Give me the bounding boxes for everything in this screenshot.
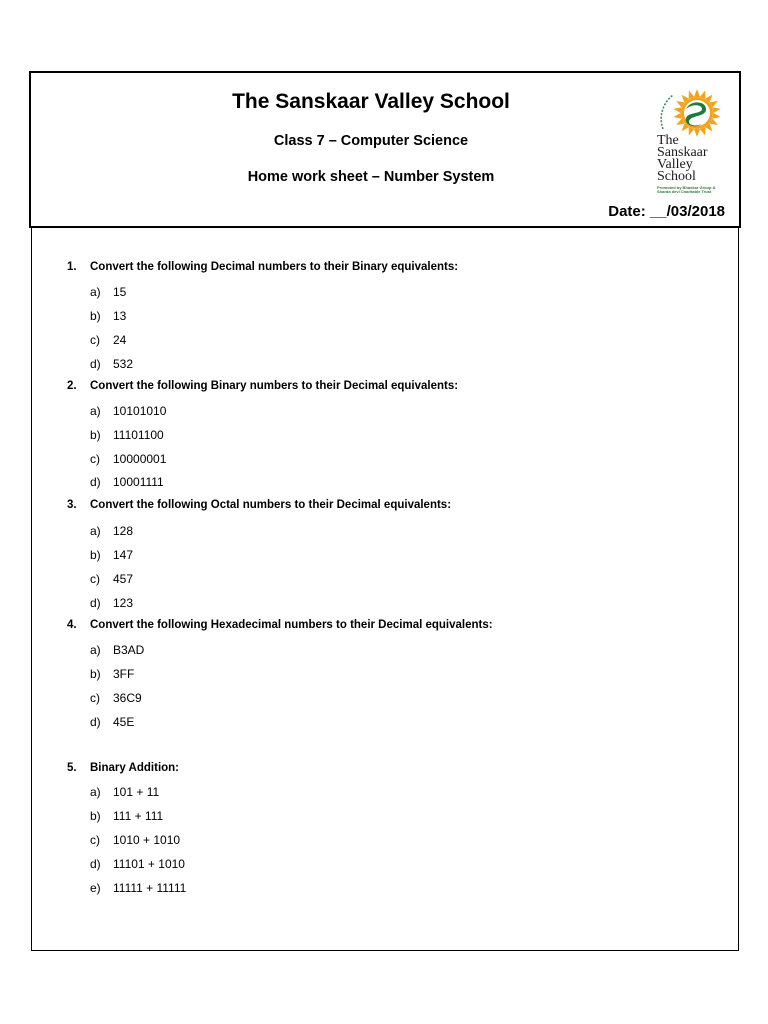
question-text: Binary Addition: xyxy=(90,762,180,774)
option-letter: d) xyxy=(90,357,101,371)
option-value: 111 + 111 xyxy=(113,809,164,823)
option-letter: d) xyxy=(90,475,101,489)
option-letter: b) xyxy=(90,809,101,823)
option-value: 11101 + 1010 xyxy=(113,857,185,871)
question-number: 4. xyxy=(67,619,77,631)
logo-wordmark: The Sanskaar Valley School xyxy=(657,133,708,184)
option-value: 101 + 11 xyxy=(113,785,160,799)
option-letter: d) xyxy=(90,596,101,610)
option-value: 45E xyxy=(113,715,135,729)
option-value: 11111 + 11111 xyxy=(113,881,187,895)
option-value: 1010 + 1010 xyxy=(113,833,181,847)
option-value: 128 xyxy=(113,524,134,538)
option-letter: b) xyxy=(90,548,101,562)
option-value: 532 xyxy=(113,357,134,371)
question-number: 5. xyxy=(67,762,77,774)
option-value: 147 xyxy=(113,548,134,562)
option-value: B3AD xyxy=(113,643,145,657)
option-value: 10101010 xyxy=(113,404,167,418)
question-number: 1. xyxy=(67,261,77,273)
option-value: 13 xyxy=(113,309,127,323)
option-letter: b) xyxy=(90,309,101,323)
option-value: 15 xyxy=(113,285,127,299)
option-letter: a) xyxy=(90,643,101,657)
option-value: 10000001 xyxy=(113,452,167,466)
option-letter: a) xyxy=(90,285,101,299)
option-letter: b) xyxy=(90,428,101,442)
question-text: Convert the following Hexadecimal numbers to their Decimal equivalents: xyxy=(90,619,493,631)
question-text: Convert the following Decimal numbers to their Binary equivalents: xyxy=(90,261,459,273)
option-value: 3FF xyxy=(113,667,135,681)
sheet-title: Home work sheet – Number System xyxy=(247,169,495,185)
class-title: Class 7 – Computer Science xyxy=(273,133,469,149)
option-letter: c) xyxy=(90,691,100,705)
question-number: 2. xyxy=(67,380,77,392)
question-number: 3. xyxy=(67,499,77,511)
option-letter: d) xyxy=(90,715,101,729)
option-letter: c) xyxy=(90,572,100,586)
option-value: 10001111 xyxy=(113,475,164,489)
option-letter: c) xyxy=(90,333,100,347)
option-value: 11101100 xyxy=(113,428,164,442)
option-value: 457 xyxy=(113,572,134,586)
option-letter: c) xyxy=(90,452,100,466)
option-letter: d) xyxy=(90,857,101,871)
option-letter: a) xyxy=(90,404,101,418)
option-letter: a) xyxy=(90,785,101,799)
date-field: Date: __/03/2018 xyxy=(608,203,725,220)
option-value: 123 xyxy=(113,596,134,610)
question-text: Convert the following Octal numbers to their Decimal equivalents: xyxy=(90,499,452,511)
option-letter: a) xyxy=(90,524,101,538)
question-text: Convert the following Binary numbers to their Decimal equivalents: xyxy=(90,380,459,392)
option-letter: e) xyxy=(90,881,101,895)
option-value: 36C9 xyxy=(113,691,142,705)
school-name: The Sanskaar Valley School xyxy=(232,90,510,113)
option-letter: b) xyxy=(90,667,101,681)
logo-tagline: Promoted by Bhaskar Group & Sharda devi Charitable Trust xyxy=(657,185,716,194)
option-letter: c) xyxy=(90,833,100,847)
option-value: 24 xyxy=(113,333,127,347)
